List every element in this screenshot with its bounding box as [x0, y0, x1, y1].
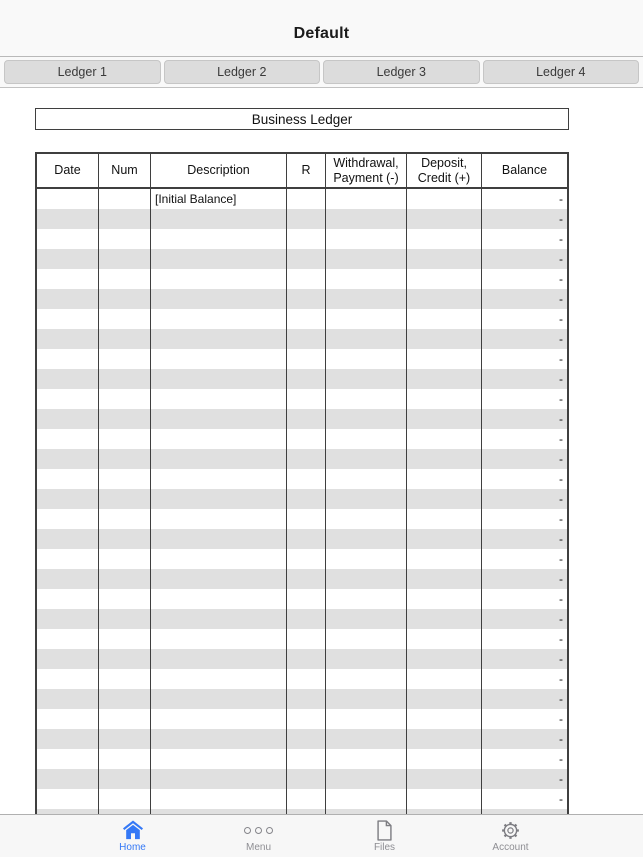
- cell-num[interactable]: [99, 609, 151, 629]
- cell-r[interactable]: [287, 669, 326, 689]
- cell-date[interactable]: [37, 409, 99, 429]
- column-header-num: Num: [99, 154, 151, 187]
- ledger-row[interactable]: [37, 429, 567, 449]
- cell-deposit[interactable]: [407, 449, 482, 469]
- cell-r[interactable]: [287, 729, 326, 749]
- cell-num[interactable]: [99, 649, 151, 669]
- ledger-row[interactable]: [37, 269, 567, 289]
- gear-icon: [500, 820, 521, 840]
- cell-description[interactable]: [151, 409, 287, 429]
- cell-balance[interactable]: -: [559, 652, 563, 666]
- cell-date[interactable]: [37, 489, 99, 509]
- cell-description[interactable]: [151, 649, 287, 669]
- cell-deposit[interactable]: [407, 509, 482, 529]
- ledger-1-button[interactable]: Ledger 1: [4, 60, 161, 84]
- cell-r[interactable]: [287, 709, 326, 729]
- cell-date[interactable]: [37, 209, 99, 229]
- cell-withdrawal[interactable]: [326, 289, 407, 309]
- cell-description[interactable]: [151, 669, 287, 689]
- ledger-row[interactable]: [37, 669, 567, 689]
- cell-balance[interactable]: -: [559, 312, 563, 326]
- ledger-row[interactable]: [37, 349, 567, 369]
- cell-deposit[interactable]: [407, 329, 482, 349]
- cell-num[interactable]: [99, 289, 151, 309]
- ledger-row[interactable]: [37, 609, 567, 629]
- ledger-row[interactable]: [37, 309, 567, 329]
- cell-deposit[interactable]: [407, 429, 482, 449]
- cell-balance[interactable]: -: [559, 752, 563, 766]
- cell-description[interactable]: [151, 769, 287, 789]
- cell-withdrawal[interactable]: [326, 609, 407, 629]
- ledger-row[interactable]: [37, 749, 567, 769]
- cell-description[interactable]: [151, 469, 287, 489]
- cell-description[interactable]: [151, 609, 287, 629]
- column-header-description: Description: [151, 154, 287, 187]
- cell-r[interactable]: [287, 449, 326, 469]
- ledger-row[interactable]: [37, 649, 567, 669]
- cell-deposit[interactable]: [407, 269, 482, 289]
- ledger-3-button[interactable]: Ledger 3: [323, 60, 480, 84]
- cell-balance[interactable]: -: [559, 212, 563, 226]
- cell-withdrawal[interactable]: [326, 629, 407, 649]
- ledger-row[interactable]: [37, 689, 567, 709]
- cell-balance[interactable]: -: [559, 612, 563, 626]
- cell-deposit[interactable]: [407, 729, 482, 749]
- cell-date[interactable]: [37, 389, 99, 409]
- ledger-row[interactable]: [37, 589, 567, 609]
- ledger-row[interactable]: [37, 489, 567, 509]
- cell-r[interactable]: [287, 609, 326, 629]
- cell-deposit[interactable]: [407, 629, 482, 649]
- cell-num[interactable]: [99, 789, 151, 809]
- column-header-r: R: [287, 154, 326, 187]
- cell-withdrawal[interactable]: [326, 309, 407, 329]
- cell-withdrawal[interactable]: [326, 569, 407, 589]
- ledger-row[interactable]: [37, 769, 567, 789]
- ledger-row[interactable]: [37, 729, 567, 749]
- cell-num[interactable]: [99, 449, 151, 469]
- cell-num[interactable]: [99, 569, 151, 589]
- cell-withdrawal[interactable]: [326, 209, 407, 229]
- cell-deposit[interactable]: [407, 589, 482, 609]
- table-body: [37, 189, 567, 829]
- page-title: Default: [293, 25, 350, 42]
- cell-withdrawal[interactable]: [326, 409, 407, 429]
- cell-r[interactable]: [287, 309, 326, 329]
- cell-balance[interactable]: -: [559, 372, 563, 386]
- cell-date[interactable]: [37, 289, 99, 309]
- ledger-row[interactable]: [37, 209, 567, 229]
- cell-num[interactable]: [99, 389, 151, 409]
- tab-account-label: Account: [492, 842, 529, 853]
- ledger-table: [35, 152, 569, 829]
- cell-date[interactable]: [37, 789, 99, 809]
- ledger-row[interactable]: [37, 189, 567, 209]
- cell-withdrawal[interactable]: [326, 709, 407, 729]
- cell-deposit[interactable]: [407, 409, 482, 429]
- cell-withdrawal[interactable]: [326, 469, 407, 489]
- cell-num[interactable]: [99, 349, 151, 369]
- cell-withdrawal[interactable]: [326, 549, 407, 569]
- cell-withdrawal[interactable]: [326, 349, 407, 369]
- cell-num[interactable]: [99, 329, 151, 349]
- cell-date[interactable]: [37, 229, 99, 249]
- tab-files[interactable]: [322, 820, 448, 853]
- cell-description[interactable]: [151, 529, 287, 549]
- cell-date[interactable]: [37, 749, 99, 769]
- cell-deposit[interactable]: [407, 189, 482, 209]
- ledger-row[interactable]: [37, 469, 567, 489]
- cell-balance[interactable]: -: [559, 252, 563, 266]
- cell-r[interactable]: [287, 549, 326, 569]
- cell-balance[interactable]: -: [559, 332, 563, 346]
- cell-r[interactable]: [287, 329, 326, 349]
- document-icon: [376, 820, 393, 840]
- cell-balance[interactable]: -: [559, 632, 563, 646]
- cell-date[interactable]: [37, 429, 99, 449]
- cell-description[interactable]: [151, 569, 287, 589]
- cell-date[interactable]: [37, 769, 99, 789]
- cell-num[interactable]: [99, 309, 151, 329]
- cell-num[interactable]: [99, 529, 151, 549]
- cell-deposit[interactable]: [407, 549, 482, 569]
- cell-description[interactable]: [151, 209, 287, 229]
- cell-description[interactable]: [151, 229, 287, 249]
- cell-withdrawal[interactable]: [326, 789, 407, 809]
- cell-description[interactable]: [151, 629, 287, 649]
- cell-date[interactable]: [37, 689, 99, 709]
- cell-withdrawal[interactable]: [326, 329, 407, 349]
- cell-deposit[interactable]: [407, 569, 482, 589]
- cell-r[interactable]: [287, 429, 326, 449]
- cell-num[interactable]: [99, 209, 151, 229]
- ledger-2-button[interactable]: Ledger 2: [164, 60, 321, 84]
- column-header-date: Date: [37, 154, 99, 187]
- cell-description[interactable]: [151, 329, 287, 349]
- cell-r[interactable]: [287, 269, 326, 289]
- cell-withdrawal[interactable]: [326, 449, 407, 469]
- cell-withdrawal[interactable]: [326, 489, 407, 509]
- cell-withdrawal[interactable]: [326, 689, 407, 709]
- cell-withdrawal[interactable]: [326, 509, 407, 529]
- cell-withdrawal[interactable]: [326, 649, 407, 669]
- cell-withdrawal[interactable]: [326, 189, 407, 209]
- cell-deposit[interactable]: [407, 289, 482, 309]
- cell-balance[interactable]: -: [559, 592, 563, 606]
- cell-date[interactable]: [37, 369, 99, 389]
- cell-withdrawal[interactable]: [326, 729, 407, 749]
- cell-description[interactable]: [151, 269, 287, 289]
- cell-num[interactable]: [99, 269, 151, 289]
- cell-deposit[interactable]: [407, 209, 482, 229]
- cell-description[interactable]: [151, 689, 287, 709]
- cell-date[interactable]: [37, 629, 99, 649]
- cell-r[interactable]: [287, 489, 326, 509]
- ledger-row[interactable]: [37, 289, 567, 309]
- cell-balance[interactable]: -: [559, 192, 563, 206]
- cell-r[interactable]: [287, 409, 326, 429]
- cell-description[interactable]: [151, 289, 287, 309]
- cell-balance[interactable]: -: [559, 392, 563, 406]
- tab-menu[interactable]: [196, 820, 322, 853]
- column-header-deposit: Deposit, Credit (+): [407, 154, 482, 187]
- cell-date[interactable]: [37, 329, 99, 349]
- cell-deposit[interactable]: [407, 229, 482, 249]
- cell-date[interactable]: [37, 729, 99, 749]
- cell-balance[interactable]: -: [559, 512, 563, 526]
- cell-withdrawal[interactable]: [326, 429, 407, 449]
- cell-num[interactable]: [99, 229, 151, 249]
- cell-date[interactable]: [37, 529, 99, 549]
- cell-withdrawal[interactable]: [326, 529, 407, 549]
- cell-r[interactable]: [287, 749, 326, 769]
- ledger-row[interactable]: [37, 569, 567, 589]
- cell-description[interactable]: [151, 249, 287, 269]
- cell-description[interactable]: [151, 309, 287, 329]
- cell-description[interactable]: [151, 429, 287, 449]
- cell-description[interactable]: [151, 449, 287, 469]
- cell-description[interactable]: [151, 549, 287, 569]
- ledger-row[interactable]: [37, 449, 567, 469]
- ledger-row[interactable]: [37, 389, 567, 409]
- cell-withdrawal[interactable]: [326, 369, 407, 389]
- cell-r[interactable]: [287, 689, 326, 709]
- cell-num[interactable]: [99, 409, 151, 429]
- cell-balance[interactable]: -: [559, 272, 563, 286]
- ledger-row[interactable]: [37, 249, 567, 269]
- cell-num[interactable]: [99, 589, 151, 609]
- cell-num[interactable]: [99, 709, 151, 729]
- cell-balance[interactable]: -: [559, 232, 563, 246]
- cell-date[interactable]: [37, 309, 99, 329]
- cell-num[interactable]: [99, 489, 151, 509]
- cell-date[interactable]: [37, 269, 99, 289]
- cell-r[interactable]: [287, 649, 326, 669]
- tab-menu-label: Menu: [245, 842, 271, 853]
- cell-balance[interactable]: -: [559, 672, 563, 686]
- tab-home[interactable]: [70, 820, 196, 853]
- home-icon: [122, 820, 144, 840]
- cell-r[interactable]: [287, 369, 326, 389]
- cell-balance[interactable]: -: [559, 412, 563, 426]
- cell-withdrawal[interactable]: [326, 229, 407, 249]
- cell-num[interactable]: [99, 549, 151, 569]
- cell-date[interactable]: [37, 249, 99, 269]
- cell-num[interactable]: [99, 629, 151, 649]
- cell-r[interactable]: [287, 509, 326, 529]
- cell-description[interactable]: [151, 489, 287, 509]
- cell-withdrawal[interactable]: [326, 249, 407, 269]
- ledger-sheet: [0, 88, 643, 814]
- cell-r[interactable]: [287, 389, 326, 409]
- ledger-row[interactable]: [37, 529, 567, 549]
- ledger-row[interactable]: [37, 709, 567, 729]
- cell-deposit[interactable]: [407, 709, 482, 729]
- cell-withdrawal[interactable]: [326, 389, 407, 409]
- ledger-row[interactable]: [37, 369, 567, 389]
- ledger-toolbar: [0, 57, 643, 88]
- cell-r[interactable]: [287, 629, 326, 649]
- ellipsis-icon: [241, 820, 275, 840]
- cell-r[interactable]: [287, 569, 326, 589]
- cell-balance[interactable]: -: [559, 692, 563, 706]
- cell-balance[interactable]: -: [559, 772, 563, 786]
- table-header-row: [37, 154, 567, 189]
- cell-balance[interactable]: -: [559, 352, 563, 366]
- cell-balance[interactable]: -: [559, 732, 563, 746]
- cell-num[interactable]: [99, 669, 151, 689]
- cell-withdrawal[interactable]: [326, 269, 407, 289]
- cell-balance[interactable]: -: [559, 492, 563, 506]
- cell-description[interactable]: [Initial Balance]: [151, 189, 287, 209]
- ledger-row[interactable]: [37, 629, 567, 649]
- cell-withdrawal[interactable]: [326, 769, 407, 789]
- cell-withdrawal[interactable]: [326, 749, 407, 769]
- column-header-balance: Balance: [501, 163, 548, 177]
- cell-deposit[interactable]: [407, 369, 482, 389]
- cell-description[interactable]: [151, 709, 287, 729]
- ledger-title-box: [35, 108, 569, 130]
- cell-date[interactable]: [37, 189, 99, 209]
- cell-deposit[interactable]: [407, 349, 482, 369]
- cell-date[interactable]: [37, 349, 99, 369]
- ledger-title: Business Ledger: [251, 111, 353, 127]
- cell-r[interactable]: [287, 249, 326, 269]
- cell-balance[interactable]: -: [559, 572, 563, 586]
- cell-r[interactable]: [287, 209, 326, 229]
- cell-balance[interactable]: -: [559, 712, 563, 726]
- cell-balance[interactable]: -: [559, 432, 563, 446]
- cell-num[interactable]: [99, 429, 151, 449]
- cell-num[interactable]: [99, 689, 151, 709]
- cell-date[interactable]: [37, 669, 99, 689]
- ledger-row[interactable]: [37, 789, 567, 809]
- cell-date[interactable]: [37, 609, 99, 629]
- cell-deposit[interactable]: [407, 749, 482, 769]
- cell-date[interactable]: [37, 549, 99, 569]
- cell-deposit[interactable]: [407, 649, 482, 669]
- cell-deposit[interactable]: [407, 669, 482, 689]
- ledger-row[interactable]: [37, 509, 567, 529]
- tab-home-label: Home: [119, 842, 146, 853]
- navigation-bar: [0, 0, 643, 57]
- cell-description[interactable]: [151, 509, 287, 529]
- cell-description[interactable]: [151, 749, 287, 769]
- cell-num[interactable]: [99, 189, 151, 209]
- tab-account[interactable]: [448, 820, 574, 853]
- cell-deposit[interactable]: [407, 309, 482, 329]
- cell-description[interactable]: [151, 789, 287, 809]
- cell-deposit[interactable]: [407, 609, 482, 629]
- cell-withdrawal[interactable]: [326, 669, 407, 689]
- tab-files-label: Files: [373, 842, 396, 853]
- cell-date[interactable]: [37, 449, 99, 469]
- cell-balance[interactable]: -: [559, 532, 563, 546]
- cell-balance[interactable]: -: [559, 552, 563, 566]
- cell-deposit[interactable]: [407, 529, 482, 549]
- cell-deposit[interactable]: [407, 389, 482, 409]
- cell-num[interactable]: [99, 469, 151, 489]
- cell-balance[interactable]: -: [559, 452, 563, 466]
- ledger-row[interactable]: [37, 549, 567, 569]
- cell-date[interactable]: [37, 509, 99, 529]
- ledger-4-button[interactable]: Ledger 4: [483, 60, 640, 84]
- cell-deposit[interactable]: [407, 249, 482, 269]
- cell-r[interactable]: [287, 529, 326, 549]
- cell-description[interactable]: [151, 729, 287, 749]
- cell-balance[interactable]: -: [559, 472, 563, 486]
- cell-deposit[interactable]: [407, 489, 482, 509]
- cell-r[interactable]: [287, 189, 326, 209]
- cell-num[interactable]: [99, 249, 151, 269]
- cell-balance[interactable]: -: [559, 292, 563, 306]
- cell-r[interactable]: [287, 789, 326, 809]
- ledger-row[interactable]: [37, 329, 567, 349]
- cell-deposit[interactable]: [407, 469, 482, 489]
- cell-date[interactable]: [37, 709, 99, 729]
- column-header-withdrawal: Withdrawal, Payment (-): [326, 154, 407, 187]
- cell-date[interactable]: [37, 569, 99, 589]
- cell-date[interactable]: [37, 469, 99, 489]
- cell-description[interactable]: [151, 389, 287, 409]
- cell-date[interactable]: [37, 649, 99, 669]
- cell-r[interactable]: [287, 769, 326, 789]
- cell-deposit[interactable]: [407, 769, 482, 789]
- cell-num[interactable]: [99, 509, 151, 529]
- cell-r[interactable]: [287, 349, 326, 369]
- cell-r[interactable]: [287, 289, 326, 309]
- cell-num[interactable]: [99, 369, 151, 389]
- ledger-row[interactable]: [37, 409, 567, 429]
- cell-r[interactable]: [287, 589, 326, 609]
- cell-r[interactable]: [287, 469, 326, 489]
- cell-description[interactable]: [151, 369, 287, 389]
- cell-deposit[interactable]: [407, 689, 482, 709]
- cell-deposit[interactable]: [407, 789, 482, 809]
- cell-withdrawal[interactable]: [326, 589, 407, 609]
- cell-num[interactable]: [99, 749, 151, 769]
- cell-date[interactable]: [37, 589, 99, 609]
- cell-r[interactable]: [287, 229, 326, 249]
- cell-description[interactable]: [151, 349, 287, 369]
- cell-num[interactable]: [99, 769, 151, 789]
- tab-bar: [0, 814, 643, 857]
- ledger-row[interactable]: [37, 229, 567, 249]
- cell-balance[interactable]: -: [559, 792, 563, 806]
- cell-description[interactable]: [151, 589, 287, 609]
- cell-num[interactable]: [99, 729, 151, 749]
